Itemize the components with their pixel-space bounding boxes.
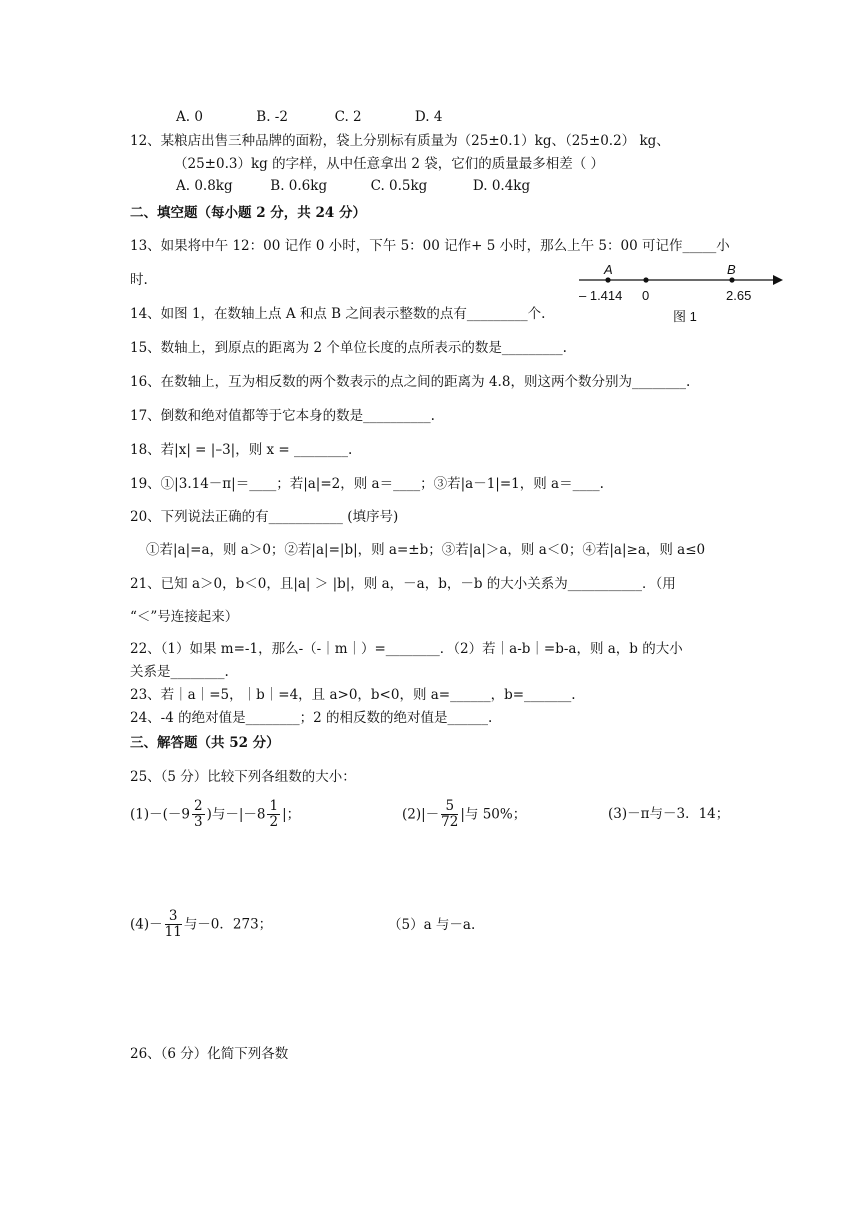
option-b: B. -2 xyxy=(256,109,288,125)
q12-options xyxy=(176,177,530,195)
option-d: D. 0.4kg xyxy=(472,178,531,194)
question-21-line2: “＜”号连接起来） xyxy=(130,609,239,625)
fraction-three-over-11 xyxy=(165,909,182,940)
point-a xyxy=(605,277,610,282)
question-15: 15、数轴上，到原点的距离为 2 个单位长度的点所表示的数是_________. xyxy=(130,340,567,356)
question-12-line2: （25±0.3）kg 的字样，从中任意拿出 2 袋，它们的质量最多相差（ ） xyxy=(174,156,605,172)
q25-part-4 xyxy=(130,906,272,943)
value-b: 2.65 xyxy=(726,288,752,303)
option-a: A. 0.8kg xyxy=(176,178,233,194)
q25-p1-prefix: (1)－(－9 xyxy=(130,806,190,823)
label-b: B xyxy=(727,262,736,277)
question-25-title: 25、（5 分）比较下列各组数的大小： xyxy=(130,769,356,785)
q25-p1-mid: )与－|－8 xyxy=(206,806,266,823)
question-26: 26、（6 分）化简下列各数 xyxy=(130,1046,289,1062)
q25-part-2 xyxy=(402,796,526,833)
section-3-title: 三、解答题（共 52 分） xyxy=(130,735,280,751)
question-20-line2: ①若|a|=a，则 a＞0；②若|a|=|b|，则 a=±b；③若|a|＞a，则 a＜0；④若|a|≥a，则 a≤0 xyxy=(146,542,706,558)
fraction-numerator: 3 xyxy=(165,909,182,925)
point-b xyxy=(729,277,734,282)
question-19: 19、①|3.14－π|＝____；若|a|=2，则 a＝____；③若|a－1|=1，则 a＝____. xyxy=(130,476,604,492)
value-a: – 1.414 xyxy=(579,288,623,303)
question-13-line2: 时. xyxy=(130,272,148,288)
question-22-line2: 关系是________. xyxy=(130,664,229,680)
option-a: A. 0 xyxy=(176,109,203,125)
q25-p4-suffix: 与－0．273； xyxy=(183,916,273,933)
q25-part-3: (3)－π与－3．14； xyxy=(608,806,730,822)
value-zero: 0 xyxy=(642,288,650,303)
figure-caption: 图 1 xyxy=(673,309,697,324)
q25-p2-prefix: (2)|－ xyxy=(402,806,440,823)
fraction-numerator: 5 xyxy=(441,799,458,815)
fraction-numerator: 1 xyxy=(269,798,279,814)
question-17: 17、倒数和绝对值都等于它本身的数是__________. xyxy=(130,408,435,424)
section-2-title: 二、填空题（每小题 2 分，共 24 分） xyxy=(130,205,366,221)
q11-options xyxy=(176,108,442,126)
label-a: A xyxy=(604,262,613,277)
question-24: 24、-4 的绝对值是________；2 的相反数的绝对值是______. xyxy=(130,710,493,726)
question-23: 23、若｜a｜=5，｜b｜=4，且 a>0，b<0，则 a=______，b=_______. xyxy=(130,687,576,703)
q25-part-5: （5）a 与－a. xyxy=(388,917,476,933)
fraction-denominator: 3 xyxy=(193,814,203,830)
arrow-head-icon xyxy=(773,275,783,285)
question-22-line1: 22、（1）如果 m=-1，那么-（-｜m｜）=________．（2）若｜a-b｜=b-a，则 a，b 的大小 xyxy=(130,641,683,657)
option-c: C. 0.5kg xyxy=(370,178,428,194)
option-c: C. 2 xyxy=(334,109,362,125)
question-20-line1: 20、下列说法正确的有___________ (填序号) xyxy=(130,509,399,525)
number-line-figure xyxy=(575,260,790,325)
fraction-denominator: 72 xyxy=(441,814,459,830)
q25-p4-prefix: (4)－ xyxy=(130,916,163,933)
fraction-one-half xyxy=(267,799,280,830)
option-d: D. 4 xyxy=(414,109,443,125)
question-18: 18、若|x| = |–3|，则 x = ________. xyxy=(130,442,353,458)
fraction-denominator: 2 xyxy=(269,814,279,830)
question-14: 14、如图 1，在数轴上点 A 和点 B 之间表示整数的点有_________个. xyxy=(130,306,546,322)
fraction-numerator: 2 xyxy=(193,798,203,814)
point-zero xyxy=(643,277,648,282)
question-21-line1: 21、已知 a＞0，b＜0，且|a| ＞ |b|，则 a，－a，b，－b 的大小关系为___________．（用 xyxy=(130,576,676,592)
question-16: 16、在数轴上，互为相反数的两个数表示的点之间的距离为 4.8，则这两个数分别为________. xyxy=(130,374,691,390)
fraction-five-over-72 xyxy=(441,799,458,830)
fraction-denominator: 11 xyxy=(164,924,182,940)
q25-part-1 xyxy=(130,796,300,833)
q25-p2-suffix: |与 50%； xyxy=(460,806,527,823)
question-12-line1: 12、某粮店出售三种品牌的面粉，袋上分别标有质量为（25±0.1）kg、（25±0.2） kg、 xyxy=(130,133,670,149)
q25-p1-suffix: |； xyxy=(282,806,301,823)
option-b: B. 0.6kg xyxy=(270,178,328,194)
question-13-line1: 13、如果将中午 12：00 记作 0 小时，下午 5：00 记作+ 5 小时，那么上午 5：00 可记作_____小 xyxy=(130,238,730,254)
fraction-two-thirds xyxy=(192,799,205,830)
